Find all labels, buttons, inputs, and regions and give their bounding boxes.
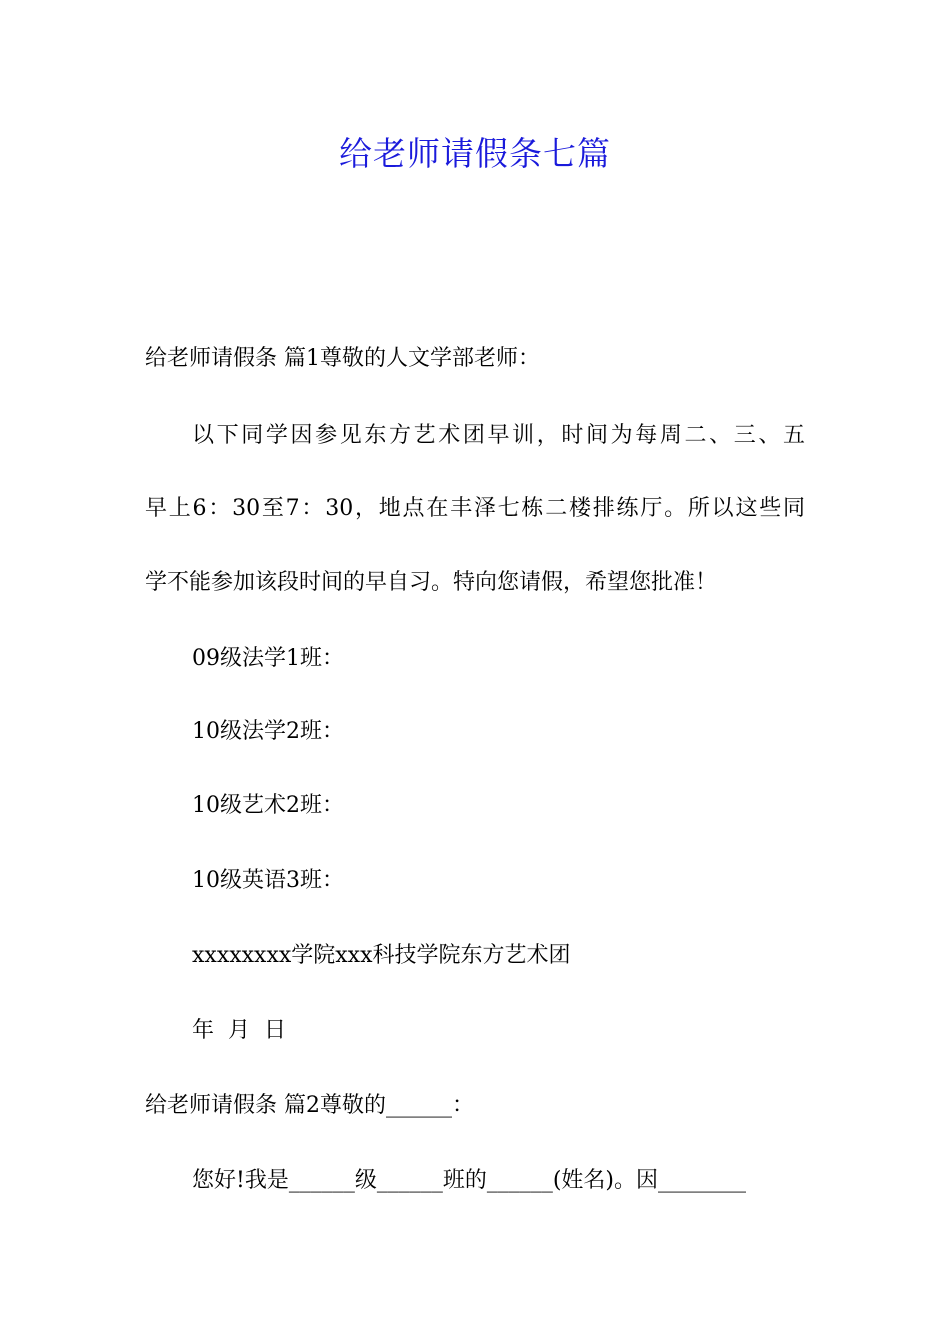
paragraph-line: 早上6：30至7：30，地点在丰泽七栋二楼排练厅。所以这些同 — [145, 496, 805, 521]
paragraph-line: 您好!我是______级______班的______(姓名)。因________ — [192, 1168, 747, 1193]
class-list-item: 10级英语3班： — [192, 868, 344, 893]
signature-organization: xxxxxxxx学院xxx科技学院东方艺术团 — [192, 943, 571, 968]
document-title: 给老师请假条七篇 — [339, 134, 611, 173]
signature-date: 年 月 日 — [192, 1018, 286, 1043]
paragraph-line: 学不能参加该段时间的早自习。特向您请假，希望您批准！ — [145, 570, 718, 595]
class-list-item: 10级法学2班： — [192, 719, 344, 744]
section-heading-1: 给老师请假条 篇1尊敬的人文学部老师： — [145, 346, 540, 371]
paragraph-line: 以下同学因参见东方艺术团早训，时间为每周二、三、五 — [192, 423, 805, 448]
class-list-item: 10级艺术2班： — [192, 793, 344, 818]
section-heading-2: 给老师请假条 篇2尊敬的______： — [145, 1093, 474, 1118]
class-list-item: 09级法学1班： — [192, 646, 344, 671]
